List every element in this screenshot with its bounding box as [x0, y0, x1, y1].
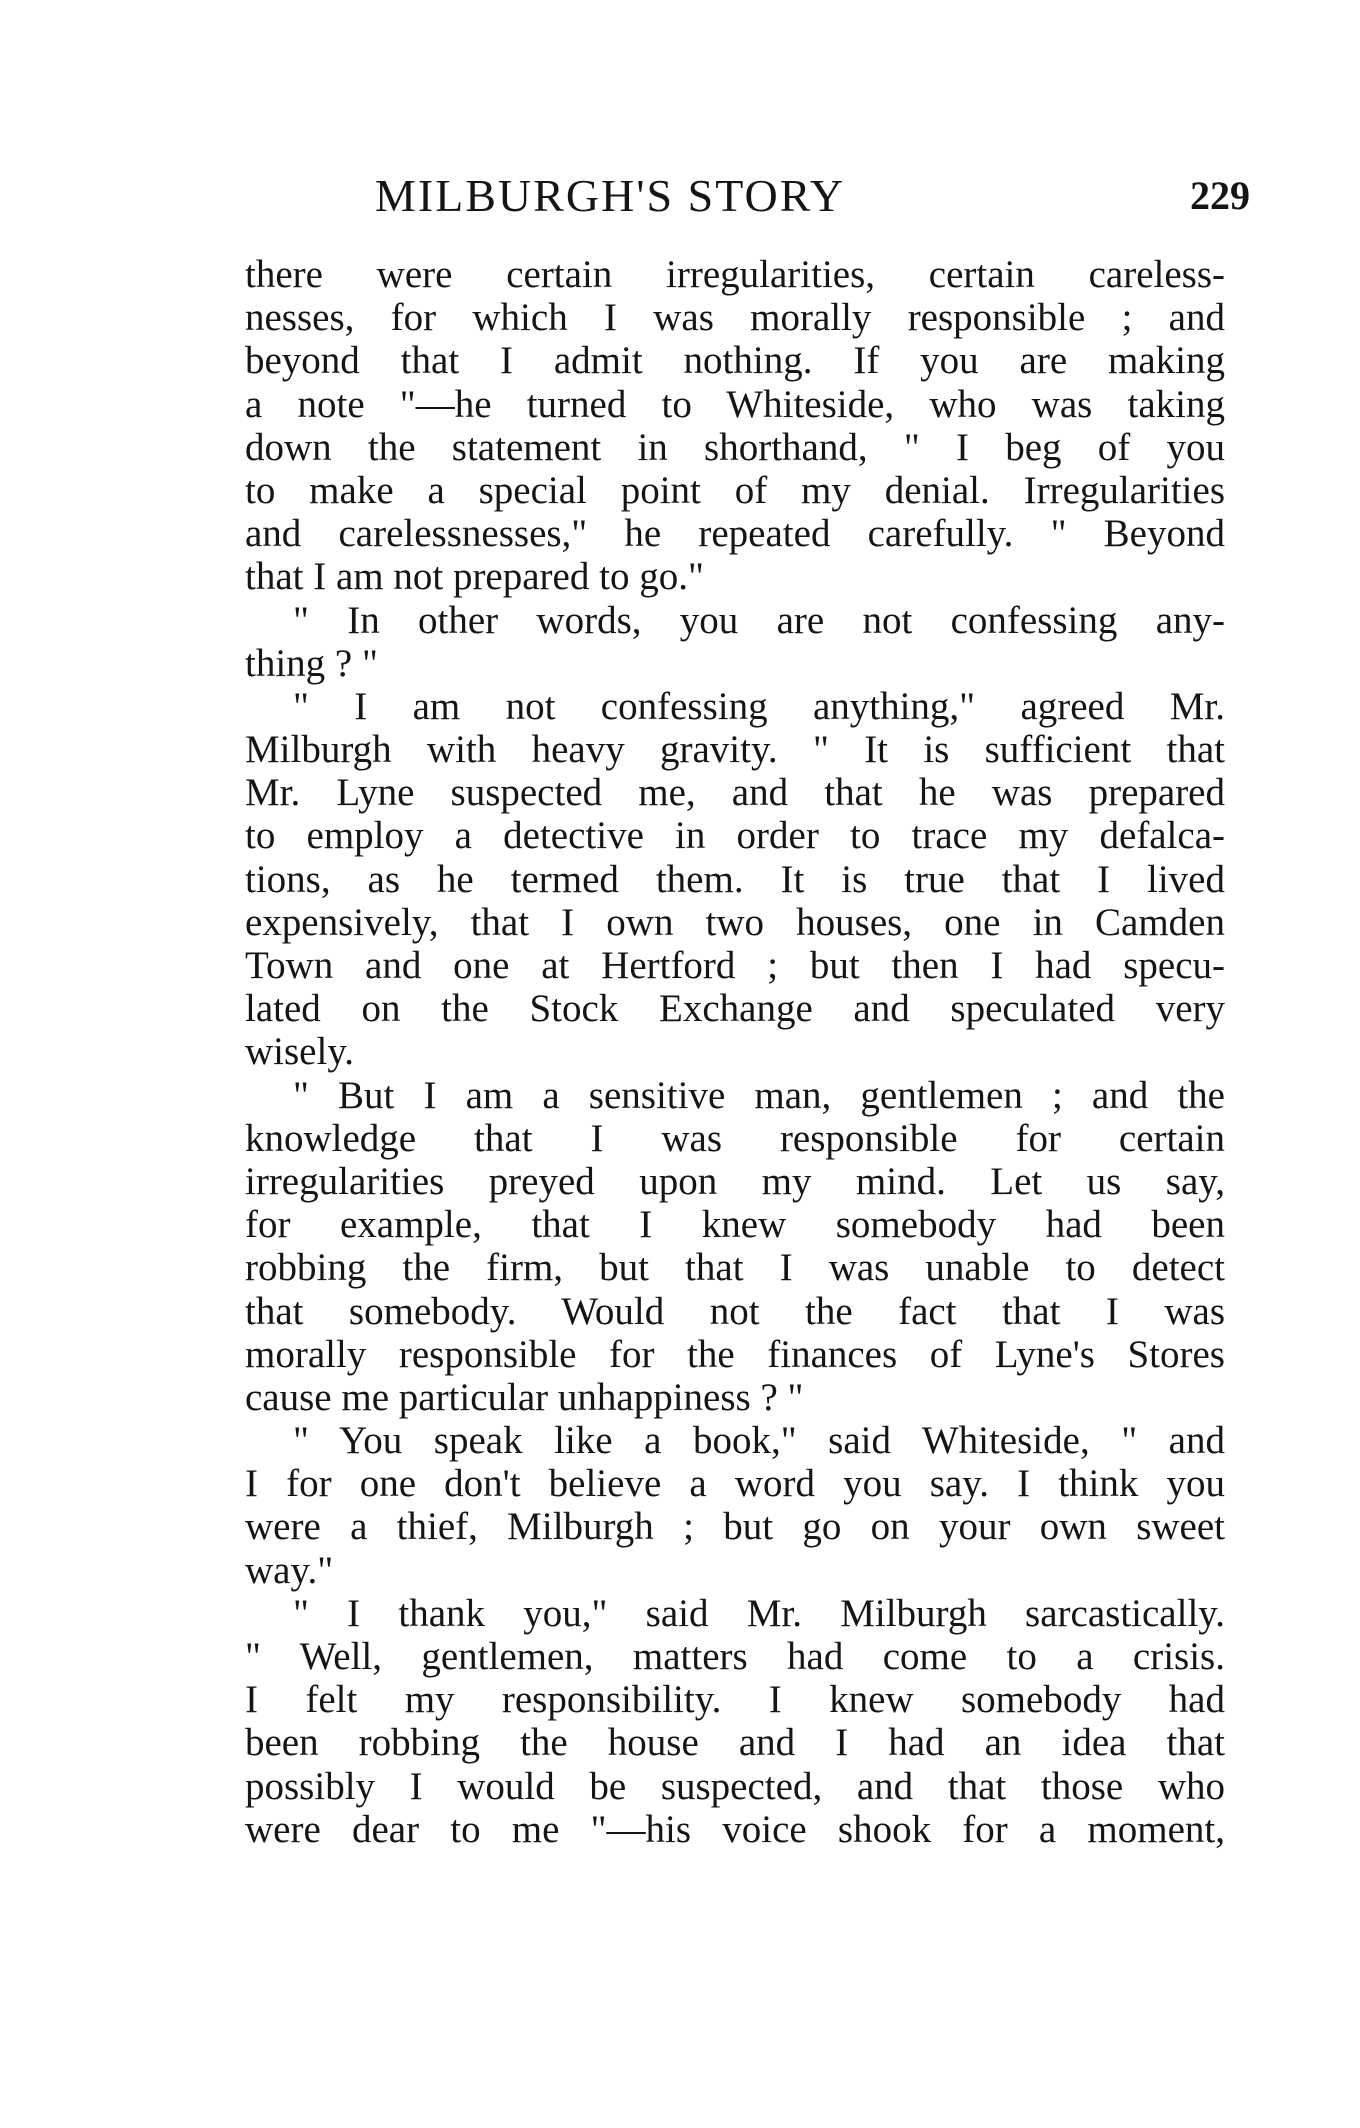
- text-line: Mr. Lyne suspected me, and that he was prepared: [245, 771, 1225, 815]
- text-line: wisely.: [245, 1030, 355, 1074]
- text-line: Milburgh with heavy gravity. " It is sufficient that: [245, 728, 1225, 772]
- body-text: [245, 253, 1225, 1851]
- text-line: morally responsible for the finances of Lyne's Stores: [245, 1332, 1225, 1376]
- text-line: cause me particular unhappiness ? ": [245, 1375, 804, 1419]
- text-line: " Well, gentlemen, matters had come to a crisis.: [245, 1635, 1225, 1678]
- text-line: expensively, that I own two houses, one in Camden: [245, 900, 1225, 944]
- text-line: nesses, for which I was morally responsible ; and: [245, 296, 1225, 340]
- text-line: to make a special point of my denial. Irregularities: [245, 468, 1225, 512]
- text-line: " In other words, you are not confessing any-: [293, 598, 1225, 642]
- text-line: and carelessnesses," he repeated carefully. " Beyond: [245, 512, 1225, 556]
- text-line: I felt my responsibility. I knew somebody had: [245, 1678, 1225, 1722]
- text-line: tions, as he termed them. It is true that I lived: [245, 857, 1225, 901]
- text-line: Town and one at Hertford ; but then I had specu-: [245, 944, 1225, 987]
- text-line: were a thief, Milburgh ; but go on your own sweet: [245, 1505, 1225, 1549]
- text-line: robbing the firm, but that I was unable to detect: [245, 1246, 1225, 1290]
- text-line: possibly I would be suspected, and that those who: [245, 1764, 1225, 1808]
- page-number: 229: [1190, 173, 1250, 218]
- text-line: were dear to me "—his voice shook for a moment,: [245, 1807, 1225, 1851]
- text-line: there were certain irregularities, certain careless-: [245, 253, 1225, 296]
- text-line: lated on the Stock Exchange and speculated very: [245, 987, 1225, 1031]
- text-line: that somebody. Would not the fact that I was: [245, 1289, 1225, 1333]
- text-line: " I am not confessing anything," agreed Mr.: [293, 684, 1225, 728]
- text-line: for example, that I knew somebody had been: [245, 1203, 1225, 1247]
- text-line: " You speak like a book," said Whiteside, " and: [293, 1419, 1225, 1463]
- text-line: a note "—he turned to Whiteside, who was taking: [245, 382, 1225, 426]
- text-line: been robbing the house and I had an idea that: [245, 1721, 1225, 1765]
- text-line: down the statement in shorthand, " I beg of you: [245, 425, 1225, 469]
- text-line: to employ a detective in order to trace my defalca-: [245, 814, 1225, 858]
- running-header: [250, 166, 1250, 226]
- text-line: irregularities preyed upon my mind. Let us say,: [245, 1159, 1225, 1203]
- text-line: beyond that I admit nothing. If you are making: [245, 339, 1225, 383]
- running-title: MILBURGH'S STORY: [374, 170, 846, 221]
- text-line: knowledge that I was responsible for certain: [245, 1116, 1225, 1160]
- text-line: " But I am a sensitive man, gentlemen ; and the: [293, 1073, 1225, 1117]
- text-line: that I am not prepared to go.": [245, 555, 704, 599]
- text-line: way.": [245, 1548, 334, 1592]
- text-line: I for one don't believe a word you say. I think you: [245, 1462, 1225, 1506]
- text-line: " I thank you," said Mr. Milburgh sarcastically.: [293, 1591, 1225, 1635]
- text-line: thing ? ": [245, 641, 378, 685]
